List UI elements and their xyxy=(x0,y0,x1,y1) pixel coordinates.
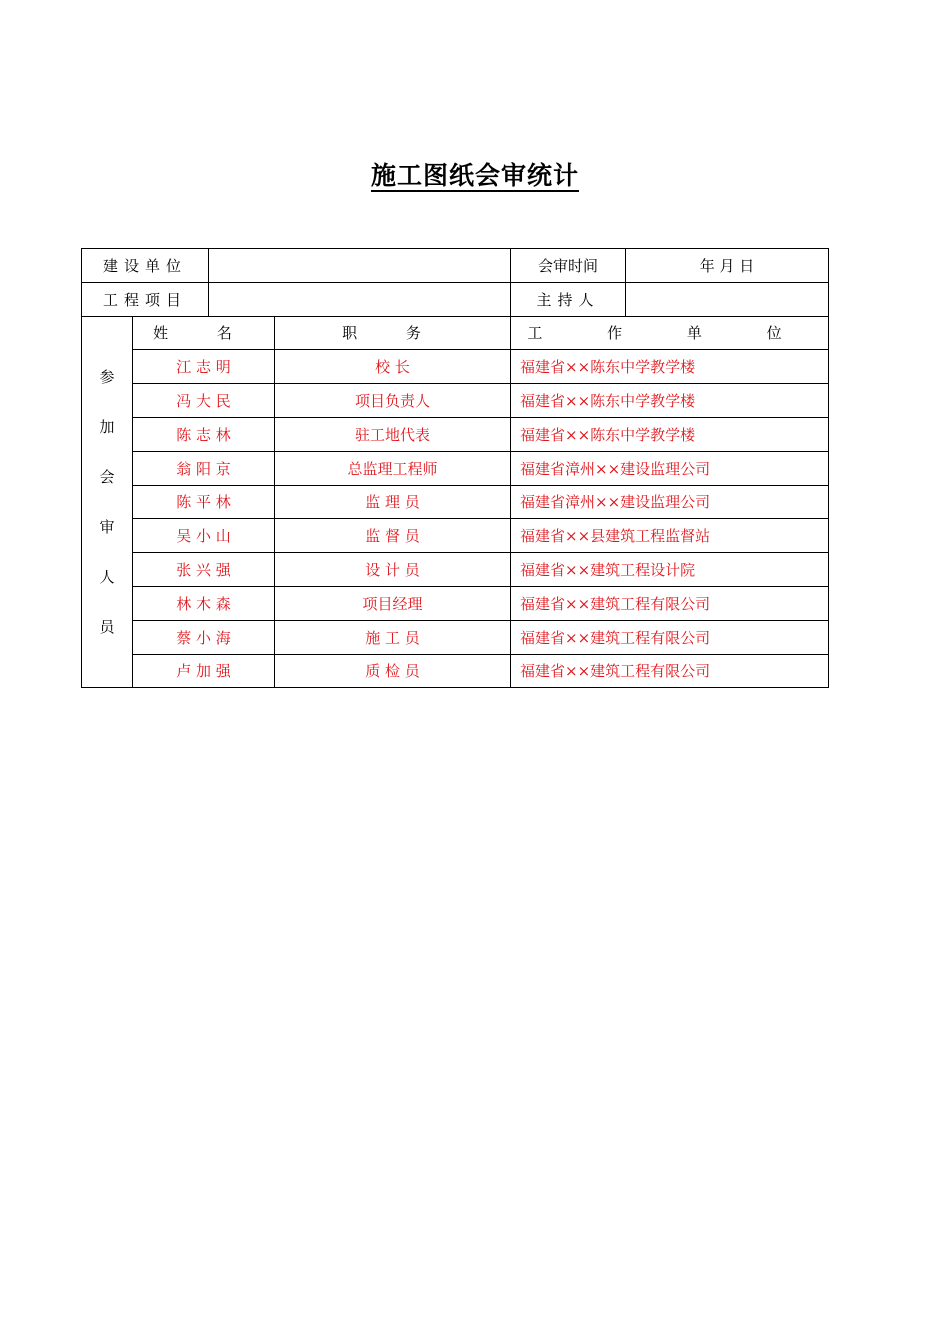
attendee-unit[interactable]: 福建省××县建筑工程监督站 xyxy=(511,519,829,553)
attendee-name[interactable]: 卢 加 强 xyxy=(133,654,275,688)
side-label-char: 审 xyxy=(99,517,115,536)
attendee-position[interactable]: 总监理工程师 xyxy=(275,451,511,485)
table-row xyxy=(82,485,829,519)
attendee-name[interactable]: 陈 平 林 xyxy=(133,485,275,519)
table-row xyxy=(82,519,829,553)
side-label-char: 员 xyxy=(99,617,115,636)
host-label: 主持人 xyxy=(511,282,626,316)
table-row xyxy=(82,350,829,384)
attendee-unit[interactable]: 福建省××陈东中学教学楼 xyxy=(511,350,829,384)
info-row-construction xyxy=(82,249,829,283)
page-title-text: 施工图纸会审统计 xyxy=(370,161,579,190)
side-label-char: 加 xyxy=(99,417,115,436)
attendee-unit[interactable]: 福建省漳州××建设监理公司 xyxy=(511,485,829,519)
attendee-name[interactable]: 蔡 小 海 xyxy=(133,620,275,654)
attendee-name[interactable]: 冯 大 民 xyxy=(133,384,275,418)
attendee-position[interactable]: 施 工 员 xyxy=(275,620,511,654)
attendee-name[interactable]: 张 兴 强 xyxy=(133,553,275,587)
column-header-position: 职 务 xyxy=(275,316,511,350)
attendee-name[interactable]: 林 木 森 xyxy=(133,586,275,620)
page-title xyxy=(0,156,950,192)
table-row xyxy=(82,451,829,485)
attendee-position[interactable]: 项目负责人 xyxy=(275,384,511,418)
attendee-position[interactable]: 设 计 员 xyxy=(275,553,511,587)
table-row xyxy=(82,553,829,587)
table-row xyxy=(82,384,829,418)
review-time-label: 会审时间 xyxy=(511,249,626,283)
side-label-char: 会 xyxy=(99,467,115,486)
attendee-position[interactable]: 质 检 员 xyxy=(275,654,511,688)
attendee-name[interactable]: 江 志 明 xyxy=(133,350,275,384)
table-row xyxy=(82,620,829,654)
attendee-unit[interactable]: 福建省××建筑工程有限公司 xyxy=(511,586,829,620)
construction-unit-label: 建设单位 xyxy=(82,249,209,283)
review-time-field[interactable]: 年 月 日 xyxy=(626,249,829,283)
attendee-unit[interactable]: 福建省××建筑工程有限公司 xyxy=(511,620,829,654)
attendee-unit[interactable]: 福建省××建筑工程有限公司 xyxy=(511,654,829,688)
side-label-char: 参 xyxy=(99,367,115,386)
table-row xyxy=(82,417,829,451)
attendee-position[interactable]: 监 理 员 xyxy=(275,485,511,519)
attendee-name[interactable]: 吴 小 山 xyxy=(133,519,275,553)
drawing-review-table xyxy=(81,248,829,688)
side-label-char: 人 xyxy=(99,567,115,586)
attendee-header-row xyxy=(82,316,829,350)
project-label: 工程项目 xyxy=(82,282,209,316)
column-header-unit: 工 作 单 位 xyxy=(511,316,829,350)
attendee-name[interactable]: 翁 阳 京 xyxy=(133,451,275,485)
info-row-project xyxy=(82,282,829,316)
host-field[interactable] xyxy=(626,282,829,316)
attendees-side-label xyxy=(82,316,133,688)
attendee-unit[interactable]: 福建省××建筑工程设计院 xyxy=(511,553,829,587)
attendee-name[interactable]: 陈 志 林 xyxy=(133,417,275,451)
project-field[interactable] xyxy=(209,282,511,316)
construction-unit-field[interactable] xyxy=(209,249,511,283)
attendee-position[interactable]: 监 督 员 xyxy=(275,519,511,553)
column-header-name: 姓 名 xyxy=(133,316,275,350)
table-row xyxy=(82,586,829,620)
attendee-unit[interactable]: 福建省××陈东中学教学楼 xyxy=(511,417,829,451)
attendee-position[interactable]: 项目经理 xyxy=(275,586,511,620)
table-row xyxy=(82,654,829,688)
attendee-position[interactable]: 校 长 xyxy=(275,350,511,384)
attendee-unit[interactable]: 福建省××陈东中学教学楼 xyxy=(511,384,829,418)
attendee-position[interactable]: 驻工地代表 xyxy=(275,417,511,451)
attendee-unit[interactable]: 福建省漳州××建设监理公司 xyxy=(511,451,829,485)
